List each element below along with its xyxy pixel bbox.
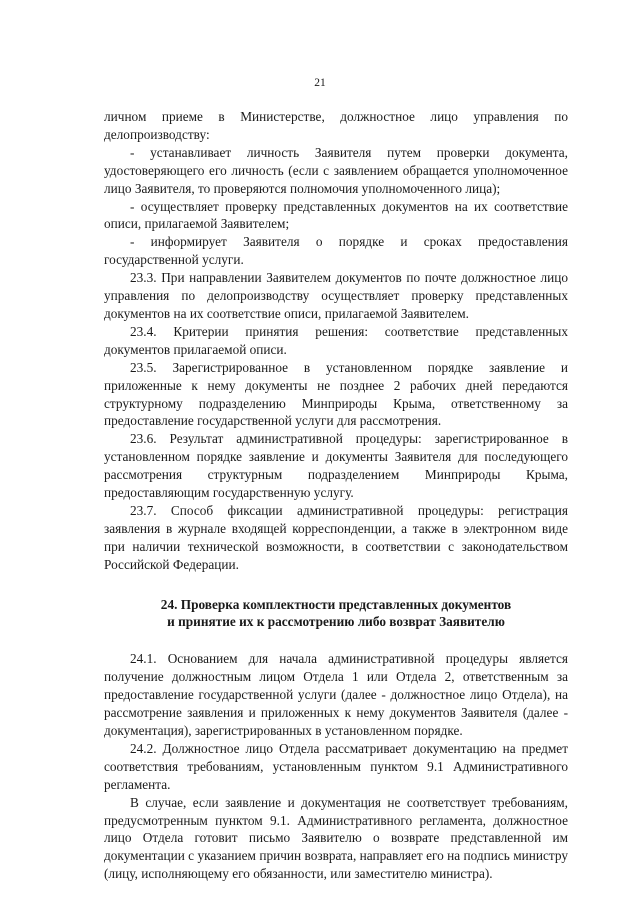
paragraph: 24.2. Должностное лицо Отдела рассматривает документацию на предмет соответствия требованиям, установленным пунктом 9.1 Административного регламента. xyxy=(104,740,568,792)
document-body xyxy=(104,108,568,883)
paragraph: В случае, если заявление и документация не соответствует требованиям, предусмотренным пунктом 9.1. Административного регламента, должностное лицо Отдела готовит письмо Заявителю о возврате представленной им документации с указанием причин возврата, направляет его на подпись министру (лицу, исполняющему его обязанности, или заместителю министра). xyxy=(104,794,568,882)
paragraph: 23.7. Способ фиксации административной процедуры: регистрация заявления в журнале входящей корреспонденции, а также в электронном виде при наличии технической возможности, в соответствии с законодательством Российской Федерации. xyxy=(104,502,568,572)
paragraph: 24.1. Основанием для начала административной процедуры является получение должностным лицом Отдела 1 или Отдела 2, ответственным за предоставление государственной услуги (далее - должностное лицо Отдела), на рассмотрение заявления и приложенных к нему документов Заявителя (далее - документация), зарегистрированных в установленном порядке. xyxy=(104,651,568,738)
paragraph: - осуществляет проверку представленных документов на их соответствие описи, прилагаемой Заявителем; xyxy=(104,198,568,232)
paragraph: - информирует Заявителя о порядке и сроках предоставления государственной услуги. xyxy=(104,234,568,268)
section-heading xyxy=(104,596,568,632)
page-number: 21 xyxy=(314,77,326,89)
paragraph: 23.4. Критерии принятия решения: соответствие представленных документов прилагаемой описи. xyxy=(104,323,568,357)
paragraph: 23.6. Результат административной процедуры: зарегистрированное в установленном порядке заявление и документы Заявителя для последующего рассмотрения структурным подразделением Минприроды Крыма, предоставляющим государственную услугу. xyxy=(104,431,568,501)
paragraph: - устанавливает личность Заявителя путем проверки документа, удостоверяющего его личность (если с заявлением обращается уполномоченное лицо Заявителя, то проверяются полномочия уполномоченного лица); xyxy=(104,144,568,196)
paragraph: 23.5. Зарегистрированное в установленном порядке заявление и приложенные к нему документы не позднее 2 рабочих дней передаются структурному подразделению Минприроды Крыма, ответственному за предоставление государственной услуги для рассмотрения. xyxy=(104,359,568,429)
section-heading-line: и принятие их к рассмотрению либо возврат Заявителю xyxy=(167,614,505,630)
section-heading-line: 24. Проверка комплектности представленных документов xyxy=(160,596,512,612)
paragraph: личном приеме в Министерстве, должностное лицо управления по делопроизводству: xyxy=(104,109,568,142)
paragraph: 23.3. При направлении Заявителем документов по почте должностное лицо управления по делопроизводству осуществляет проверку представленных документов на их соответствие описи, прилагаемой Заявителем. xyxy=(104,270,568,321)
